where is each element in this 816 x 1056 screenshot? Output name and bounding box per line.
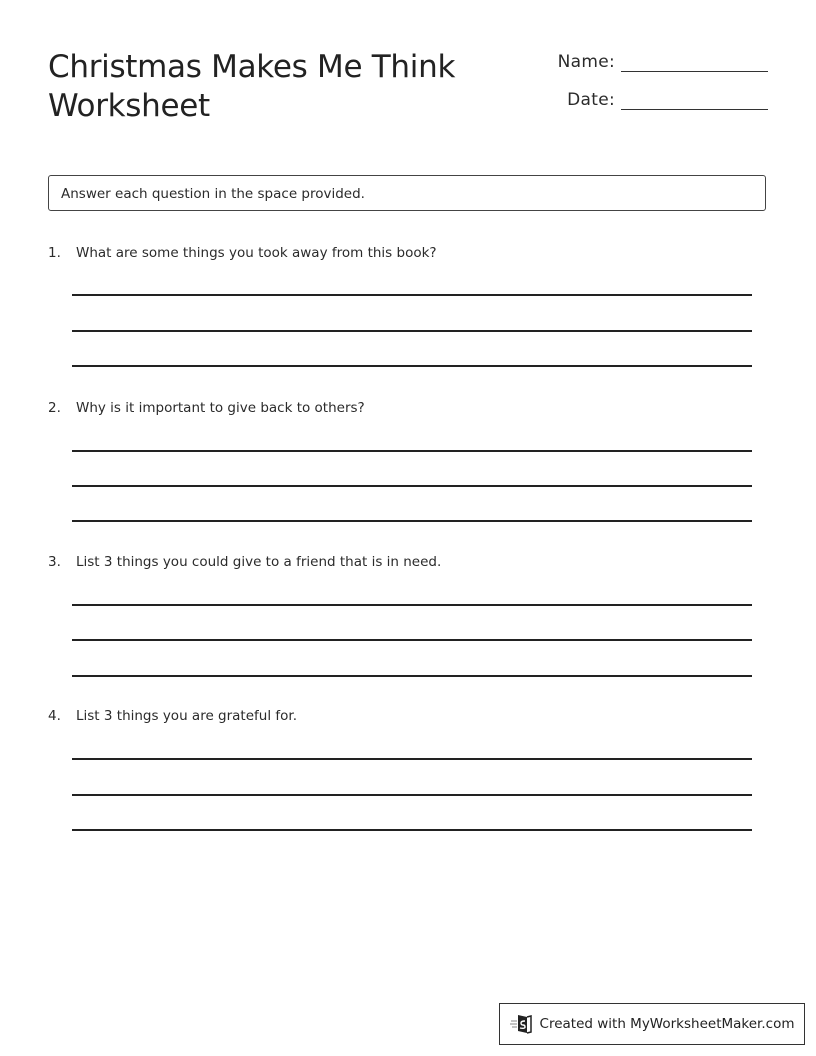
answer-line[interactable] — [72, 330, 752, 332]
date-field — [545, 90, 768, 110]
worksheet-maker-logo-icon — [510, 1013, 534, 1035]
question-4 — [48, 707, 752, 725]
created-with-badge[interactable] — [499, 1003, 805, 1045]
name-blank-line[interactable] — [621, 55, 768, 72]
name-label: Name: — [557, 52, 615, 72]
answer-line[interactable] — [72, 485, 752, 487]
question-number: 4. — [48, 708, 61, 724]
worksheet-title: Christmas Makes Me Think Worksheet — [48, 49, 456, 124]
answer-line[interactable] — [72, 758, 752, 760]
answer-line[interactable] — [72, 794, 752, 796]
instructions-box: Answer each question in the space provided. — [48, 175, 766, 211]
question-text: Why is it important to give back to others? — [76, 400, 365, 416]
answer-line[interactable] — [72, 294, 752, 296]
answer-line[interactable] — [72, 829, 752, 831]
date-blank-line[interactable] — [621, 93, 768, 110]
question-2 — [48, 399, 752, 417]
name-field — [545, 52, 768, 72]
question-1 — [48, 244, 752, 262]
question-number: 3. — [48, 554, 61, 570]
question-text: What are some things you took away from this book? — [76, 245, 437, 261]
question-number: 2. — [48, 400, 61, 416]
question-text: List 3 things you could give to a friend that is in need. — [76, 554, 442, 570]
question-3 — [48, 553, 752, 571]
answer-line[interactable] — [72, 450, 752, 452]
footer-text: Created with MyWorksheetMaker.com — [539, 1016, 795, 1032]
question-text: List 3 things you are grateful for. — [76, 708, 297, 724]
answer-line[interactable] — [72, 604, 752, 606]
answer-line[interactable] — [72, 365, 752, 367]
date-label: Date: — [567, 90, 615, 110]
answer-line[interactable] — [72, 675, 752, 677]
question-number: 1. — [48, 245, 61, 261]
answer-line[interactable] — [72, 520, 752, 522]
answer-line[interactable] — [72, 639, 752, 641]
